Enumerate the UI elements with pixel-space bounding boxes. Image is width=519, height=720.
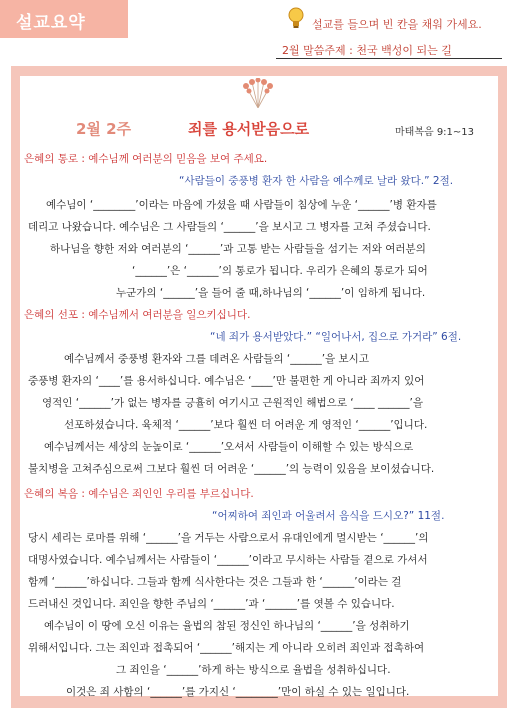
scripture-quote: “네 죄가 용서받았다.” “일어나서, 집으로 가거라” 6절. — [210, 331, 462, 343]
section-heading-proclamation: 은혜의 선포 : 예수님께서 여러분을 일으키십니다. — [24, 309, 251, 321]
section-heading-gospel: 은혜의 복음 : 예수님은 죄인인 우리를 부르십니다. — [24, 488, 254, 500]
body-line: 드러내신 것입니다. 죄인을 향한 주님의 ‘______’과 ‘______’를 엿볼 수 있습니다. — [28, 598, 395, 610]
section-heading-channel: 은혜의 통로 : 예수님께 여러분의 믿음을 보여 주세요. — [24, 153, 268, 165]
body-line: 불치병을 고쳐주심으로써 그보다 훨씬 더 어려운 ‘______’의 능력이 있음을 보이셨습니다. — [28, 463, 435, 475]
body-line: 예수님이 이 땅에 오신 이유는 율법의 참된 정신인 하나님의 ‘______’을 성취하기 — [44, 620, 410, 632]
body-line: 하나님을 향한 저와 여러분의 ‘______’과 고통 받는 사람들을 섬기는 저와 여러분의 — [50, 243, 426, 255]
body-line: 예수님께서 중풍병 환자와 그를 데려온 사람들의 ‘______’을 보시고 — [64, 353, 369, 365]
scripture-reference: 마태복음 9:1~13 — [395, 127, 475, 138]
month-theme: 2월 말씀주제 : 천국 백성이 되는 길 — [282, 44, 452, 57]
body-line: 대명사였습니다. 예수님께서는 사람들이 ‘______’이라고 무시하는 사람들 곁으로 가셔서 — [28, 554, 428, 566]
sermon-title: 죄를 용서받음으로 — [188, 120, 310, 138]
lightbulb-icon — [287, 6, 305, 32]
scripture-quote: “사람들이 중풍병 환자 한 사람을 예수께로 날라 왔다.” 2절. — [179, 175, 454, 187]
body-line: 중풍병 환자의 ‘____’를 용서하십니다. 예수님은 ‘____’만 불편한 게 아니라 죄까지 있어 — [28, 375, 425, 387]
body-line: ‘______’은 ‘______’의 통로가 됩니다. 우리가 은혜의 통로가 되어 — [132, 265, 428, 277]
body-line: 위해서입니다. 그는 죄인과 접촉되어 ‘______’해지는 게 아니라 오히려 죄인과 접촉하여 — [28, 642, 425, 654]
body-line: 누군가의 ‘______’을 들어 줄 때,하나님의 ‘______’이 임하게 됩니다. — [116, 287, 426, 299]
body-line: 함께 ‘______’하십니다. 그들과 함께 식사한다는 것은 그들과 한 ‘______’이라는 걸 — [28, 576, 402, 588]
body-line: 그 죄인을 ‘______’하게 하는 방식으로 율법을 성취하십니다. — [116, 664, 391, 676]
section-tab-label: 설교요약 — [16, 13, 86, 33]
scripture-quote: “어찌하여 죄인과 어울려서 음식을 드시오?” 11절. — [212, 510, 445, 522]
section-tab — [0, 0, 128, 38]
body-line: 데리고 나왔습니다. 예수님은 그 사람들의 ‘______’을 보시고 그 병자를 고쳐 주셨습니다. — [28, 221, 431, 233]
body-line: 예수님께서는 세상의 눈높이로 ‘______’오셔서 사람들이 이해할 수 있는 방식으로 — [44, 441, 414, 453]
body-line: 선포하셨습니다. 육체적 ‘______’보다 훨씬 더 어려운 게 영적인 ‘______’입니다. — [64, 419, 428, 431]
instruction-text: 설교를 들으며 빈 칸을 채워 가세요. — [312, 18, 482, 31]
body-line: 예수님이 ‘________’이라는 마음에 가셨을 때 사람들이 침상에 누운 ‘______’병 환자를 — [46, 199, 437, 211]
body-line: 당시 세리는 로마를 위해 ‘______’을 거두는 사람으로서 유대인에게 멸시받는 ‘______’의 — [28, 532, 429, 544]
flower-decoration-icon — [238, 78, 278, 108]
theme-underline — [276, 58, 502, 59]
body-line: 영적인 ‘______’가 없는 병자를 긍휼히 여기시고 근원적인 해법으로 ‘____ ______’을 — [42, 397, 423, 409]
body-line: 이것은 죄 사함의 ‘______’를 가지신 ‘________’만이 하실 수 있는 일입니다. — [66, 686, 410, 698]
sermon-date: 2월 2주 — [76, 120, 132, 138]
